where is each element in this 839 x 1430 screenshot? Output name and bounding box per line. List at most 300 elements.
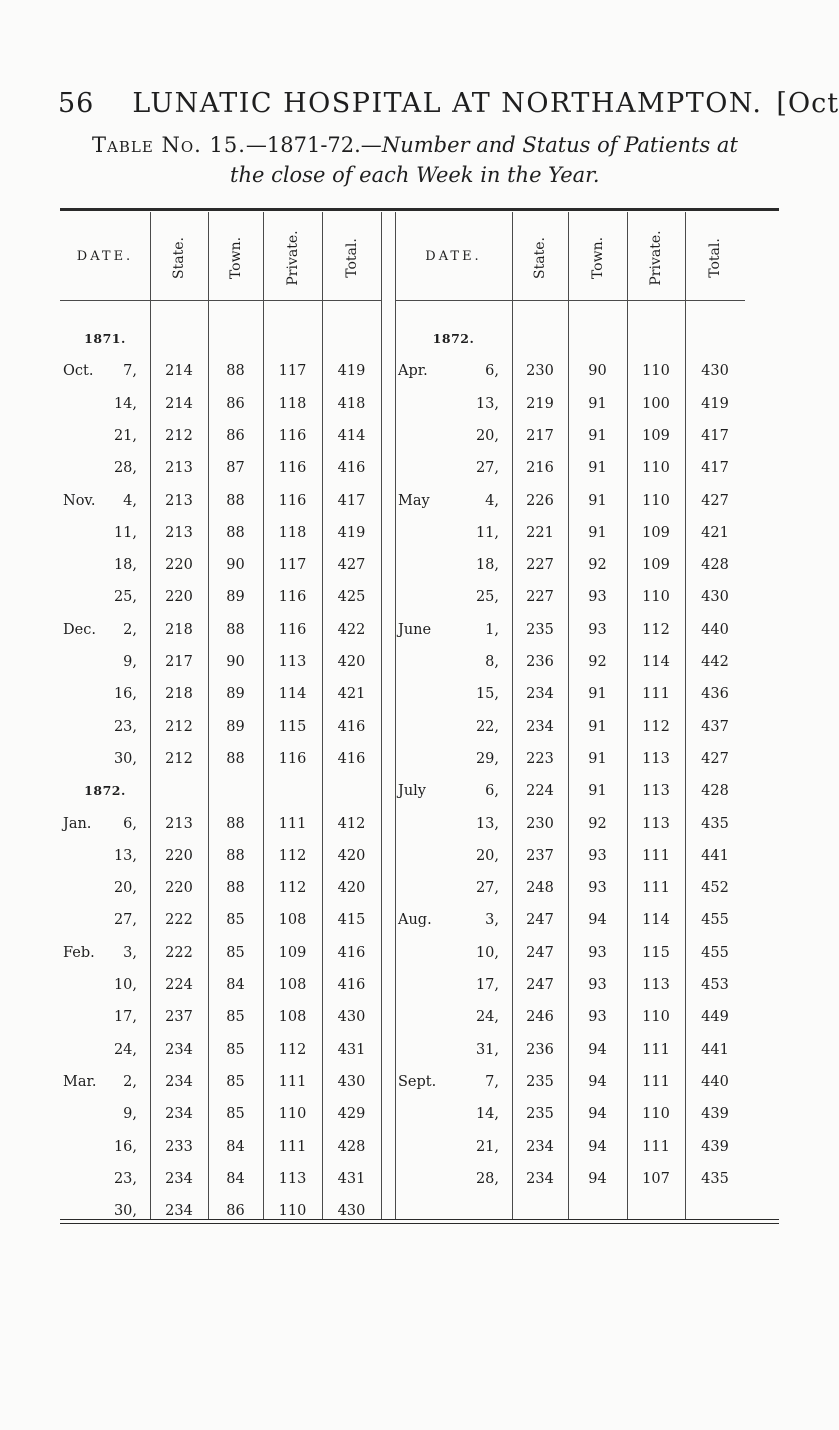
right-state-value: 234 [526, 1170, 554, 1187]
left-total-header [322, 212, 381, 300]
right-town-value: 94 [588, 1041, 607, 1058]
right-table-row [0, 452, 800, 484]
left-town-value: 88 [226, 880, 245, 897]
left-town-value: 85 [226, 1041, 245, 1058]
left-total-value: 417 [337, 492, 366, 509]
right-state-value: 234 [526, 718, 554, 735]
right-day: 15, [475, 686, 499, 703]
left-date-header: DATE. [76, 248, 134, 264]
left-state-value: 214 [165, 395, 193, 412]
left-private-header [263, 212, 322, 300]
right-town-value: 91 [588, 460, 607, 477]
left-private-value: 112 [278, 847, 307, 864]
right-town-value: 91 [588, 686, 607, 703]
right-day: 29, [475, 750, 499, 767]
left-day: 17, [113, 1009, 137, 1026]
left-month: Oct. [63, 363, 94, 380]
left-state-value: 212 [165, 750, 193, 767]
left-state-value: 213 [165, 815, 193, 832]
right-day: 3, [485, 912, 499, 929]
left-month: Nov. [63, 492, 96, 509]
left-town-value: 84 [226, 1138, 245, 1155]
left-total-value: 412 [337, 815, 366, 832]
right-year-label: 1872. [432, 331, 475, 346]
left-private-value: 114 [278, 686, 307, 703]
left-day: 21, [113, 427, 137, 444]
right-table-row [0, 485, 800, 517]
right-total-value: 417 [701, 460, 729, 477]
left-state-value: 234 [165, 1106, 193, 1123]
left-town-value: 88 [226, 492, 245, 509]
left-day: 16, [113, 1138, 137, 1155]
left-private-value: 108 [278, 912, 307, 929]
right-table-row [0, 420, 800, 452]
left-private-value: 118 [278, 395, 307, 412]
left-month: Mar. [63, 1073, 97, 1090]
left-state-value: 220 [165, 880, 193, 897]
right-private-header [627, 212, 685, 300]
right-total-value: 427 [701, 492, 729, 509]
left-state-value: 224 [165, 977, 193, 993]
right-town-value: 93 [588, 847, 607, 864]
right-table-row [0, 1034, 800, 1066]
right-table-row [0, 711, 800, 743]
right-day: 10, [475, 944, 499, 961]
right-day: 11, [475, 524, 499, 541]
left-town-value: 90 [226, 557, 245, 574]
right-town-value: 94 [588, 1138, 607, 1155]
right-private-value: 110 [642, 589, 670, 606]
right-private-value: 110 [642, 460, 670, 477]
right-table-row [0, 1131, 800, 1163]
left-private-value: 117 [278, 363, 307, 380]
month-bracket: [Oct [776, 88, 839, 119]
right-state-value: 247 [526, 912, 554, 929]
left-day: 2, [123, 1073, 137, 1090]
left-state-header [150, 212, 208, 300]
right-town-value: 94 [588, 912, 607, 929]
left-state-value: 220 [165, 557, 193, 574]
right-town-value: 94 [588, 1106, 607, 1123]
left-header-rule [60, 300, 381, 301]
left-total-value: 416 [337, 718, 366, 735]
right-private-value: 113 [642, 783, 670, 800]
left-town-value: 88 [226, 621, 245, 638]
right-town-value: 91 [588, 783, 607, 800]
table-label: Table No. 15. [92, 133, 246, 157]
right-state-value: 234 [526, 686, 554, 703]
left-town-value: 90 [226, 654, 245, 670]
right-town-value: 93 [588, 880, 607, 897]
right-table-row [0, 1163, 800, 1195]
left-day: 11, [113, 524, 137, 541]
right-state-value: 236 [526, 654, 554, 670]
right-private-value: 115 [642, 944, 670, 961]
left-private-value: 118 [278, 524, 307, 541]
right-header-rule [395, 300, 745, 301]
left-day: 14, [113, 395, 137, 412]
right-total-value: 427 [701, 750, 729, 767]
right-town-value: 91 [588, 524, 607, 541]
right-town-value: 90 [588, 363, 607, 380]
right-private-value: 110 [642, 492, 670, 509]
right-private-value: 114 [642, 654, 670, 670]
left-town-value: 85 [226, 1009, 245, 1026]
left-day: 16, [113, 686, 137, 703]
right-table-row [0, 743, 800, 775]
left-state-value: 233 [165, 1138, 193, 1155]
left-day: 30, [113, 1203, 137, 1220]
left-total-value: 430 [337, 1073, 366, 1090]
right-day: 1, [485, 621, 499, 638]
right-day: 18, [475, 557, 499, 574]
right-private-value: 100 [642, 395, 670, 412]
left-day: 28, [113, 460, 137, 477]
right-state-value: 235 [526, 1073, 554, 1090]
right-town-value: 92 [588, 557, 607, 574]
left-private-value: 110 [278, 1106, 307, 1123]
left-month: Jan. [63, 815, 92, 832]
right-day: 13, [475, 395, 499, 412]
left-town-value: 86 [226, 427, 245, 444]
left-total-value: 425 [337, 589, 366, 606]
right-month: Apr. [398, 363, 428, 380]
right-day: 27, [475, 880, 499, 897]
running-head [58, 88, 839, 119]
left-private-value: 108 [278, 1009, 307, 1026]
left-day: 23, [113, 718, 137, 735]
right-town-value: 91 [588, 718, 607, 735]
right-table-row [0, 1066, 800, 1098]
right-town-value: 91 [588, 750, 607, 767]
table-top-rule [60, 208, 779, 211]
right-town-value: 93 [588, 1009, 607, 1026]
left-private-value: 108 [278, 977, 307, 993]
left-total-value: 416 [337, 977, 366, 993]
left-private-value: 116 [278, 427, 307, 444]
right-private-value: 110 [642, 363, 670, 380]
right-total-value: 442 [701, 654, 729, 670]
right-state-value: 224 [526, 783, 554, 800]
left-day: 24, [113, 1041, 137, 1058]
left-state-value: 220 [165, 847, 193, 864]
right-total-header [685, 212, 745, 300]
right-state-value: 227 [526, 589, 554, 606]
right-table-row [0, 1001, 800, 1033]
right-table-row [0, 614, 800, 646]
left-total-value: 415 [337, 912, 366, 929]
right-private-value: 114 [642, 912, 670, 929]
right-private-value: 110 [642, 1009, 670, 1026]
right-day: 20, [475, 427, 499, 444]
left-total-value: 416 [337, 460, 366, 477]
left-town-value: 85 [226, 944, 245, 961]
left-state-value: 234 [165, 1170, 193, 1187]
right-table-row [0, 872, 800, 904]
left-day: 30, [113, 750, 137, 767]
right-day: 14, [475, 1106, 499, 1123]
left-total-value: 420 [337, 654, 366, 670]
right-table-row [0, 840, 800, 872]
left-day: 10, [113, 977, 137, 993]
right-private-value: 113 [642, 815, 670, 832]
right-state-value: 227 [526, 557, 554, 574]
left-private-value: 109 [278, 944, 307, 961]
left-private-value: 113 [278, 1170, 307, 1187]
caption-title-line1: Number and Status of Patients at [381, 133, 738, 157]
left-town-value: 85 [226, 912, 245, 929]
right-state-value: 219 [526, 395, 554, 412]
right-day: 22, [475, 718, 499, 735]
left-day: 2, [123, 621, 137, 638]
right-state-value: 235 [526, 621, 554, 638]
right-day: 4, [485, 492, 499, 509]
right-town-value: 93 [588, 589, 607, 606]
page-number: 56 [58, 88, 95, 119]
right-table-row [0, 323, 800, 355]
state-header-text: State. [171, 237, 187, 279]
left-town-value: 88 [226, 363, 245, 380]
left-town-value: 86 [226, 395, 245, 412]
caption-years: —1871-72.— [245, 133, 382, 157]
left-day: 9, [123, 1106, 137, 1123]
left-private-value: 116 [278, 621, 307, 638]
right-private-value: 109 [642, 427, 670, 444]
right-state-value: 226 [526, 492, 554, 509]
left-town-value: 88 [226, 524, 245, 541]
left-state-value: 234 [165, 1203, 193, 1220]
left-state-value: 218 [165, 621, 193, 638]
right-town-value: 91 [588, 427, 607, 444]
right-day: 6, [485, 363, 499, 380]
right-town-value: 93 [588, 944, 607, 961]
right-total-value: 439 [701, 1138, 729, 1155]
left-day: 7, [123, 363, 137, 380]
right-private-value: 113 [642, 750, 670, 767]
left-private-value: 111 [278, 815, 307, 832]
right-day: 25, [475, 589, 499, 606]
right-total-value: 455 [701, 912, 729, 929]
total-header-text: Total. [707, 238, 723, 278]
right-town-value: 93 [588, 621, 607, 638]
right-day: 20, [475, 847, 499, 864]
left-state-value: 218 [165, 686, 193, 703]
right-private-value: 110 [642, 1106, 670, 1123]
left-day: 6, [123, 815, 137, 832]
right-day: 31, [475, 1041, 499, 1058]
left-state-value: 212 [165, 718, 193, 735]
right-day: 24, [475, 1009, 499, 1026]
right-table-row [0, 969, 800, 1001]
right-town-value: 91 [588, 395, 607, 412]
left-town-value: 84 [226, 977, 245, 993]
left-private-value: 112 [278, 880, 307, 897]
left-state-value: 222 [165, 944, 193, 961]
left-day: 9, [123, 654, 137, 670]
right-private-value: 113 [642, 977, 670, 993]
right-total-value: 452 [701, 880, 729, 897]
left-day: 13, [113, 847, 137, 864]
table-caption [92, 130, 792, 190]
page-title: LUNATIC HOSPITAL AT NORTHAMPTON. [132, 88, 763, 119]
left-private-value: 112 [278, 1041, 307, 1058]
right-state-value: 235 [526, 1106, 554, 1123]
state-header-text: State. [532, 237, 548, 279]
left-total-value: 419 [337, 363, 366, 380]
right-state-value: 223 [526, 750, 554, 767]
left-total-value: 416 [337, 944, 366, 961]
left-day: 4, [123, 492, 137, 509]
right-private-value: 112 [642, 621, 670, 638]
right-table-row [0, 517, 800, 549]
left-total-value: 429 [337, 1106, 366, 1123]
left-day: 23, [113, 1170, 137, 1187]
left-total-value: 420 [337, 847, 366, 864]
caption-title-line2: the close of each Week in the Year. [230, 163, 600, 187]
left-total-value: 431 [337, 1170, 366, 1187]
right-table-row [0, 775, 800, 807]
left-year-label: 1872. [84, 783, 126, 799]
right-state-value: 237 [526, 847, 554, 864]
right-total-value: 439 [701, 1106, 729, 1123]
right-town-value: 91 [588, 492, 607, 509]
right-table-row [0, 549, 800, 581]
right-day: 27, [475, 460, 499, 477]
right-town-value: 94 [588, 1170, 607, 1187]
right-state-value: 221 [526, 524, 554, 541]
right-day: 7, [485, 1073, 499, 1090]
right-total-value: 419 [701, 395, 729, 412]
left-total-value: 422 [337, 621, 366, 638]
right-date-header: DATE. [425, 248, 482, 264]
right-table-row [0, 1098, 800, 1130]
left-table-row [0, 1195, 800, 1227]
right-total-value: 421 [701, 524, 729, 541]
right-state-value: 216 [526, 460, 554, 477]
left-private-value: 117 [278, 557, 307, 574]
left-total-value: 420 [337, 880, 366, 897]
right-town-value: 94 [588, 1073, 607, 1090]
right-state-value: 247 [526, 977, 554, 993]
left-town-value: 88 [226, 815, 245, 832]
left-private-value: 110 [278, 1203, 307, 1220]
right-private-value: 109 [642, 557, 670, 574]
left-day: 27, [113, 912, 137, 929]
left-state-value: 212 [165, 427, 193, 444]
right-town-value: 92 [588, 654, 607, 670]
right-total-value: 437 [701, 718, 729, 735]
right-private-value: 111 [642, 1138, 670, 1155]
right-total-value: 453 [701, 977, 729, 993]
right-month: July [398, 783, 426, 800]
right-total-value: 430 [701, 589, 729, 606]
right-total-value: 441 [701, 847, 729, 864]
right-day: 6, [485, 783, 499, 800]
total-header-text: Total. [343, 238, 360, 278]
right-total-value: 428 [701, 557, 729, 574]
left-private-value: 116 [278, 492, 307, 509]
right-total-value: 441 [701, 1041, 729, 1058]
left-town-value: 85 [226, 1073, 245, 1090]
right-private-value: 111 [642, 1041, 670, 1058]
right-month: May [398, 492, 430, 509]
right-day: 21, [475, 1138, 499, 1155]
right-total-value: 440 [701, 621, 729, 638]
left-day: 18, [113, 557, 137, 574]
right-total-value: 435 [701, 1170, 729, 1187]
right-state-value: 230 [526, 815, 554, 832]
left-town-value: 86 [226, 1203, 245, 1220]
right-table-row [0, 937, 800, 969]
left-private-value: 111 [278, 1138, 307, 1155]
right-private-value: 107 [642, 1170, 670, 1187]
private-header-text: Private. [284, 230, 301, 286]
left-state-value: 217 [165, 654, 193, 670]
right-total-value: 430 [701, 363, 729, 380]
right-month: June [398, 621, 432, 638]
left-total-value: 414 [337, 427, 366, 444]
right-day: 13, [475, 815, 499, 832]
left-private-value: 113 [278, 654, 307, 670]
left-state-value: 214 [165, 363, 193, 380]
right-table-row [0, 904, 800, 936]
left-town-value: 89 [226, 589, 245, 606]
right-table-row [0, 808, 800, 840]
left-town-value: 88 [226, 750, 245, 767]
left-town-value: 88 [226, 847, 245, 864]
left-town-header [208, 212, 263, 300]
right-total-value: 440 [701, 1073, 729, 1090]
right-state-value: 247 [526, 944, 554, 961]
right-private-value: 111 [642, 880, 670, 897]
right-month: Aug. [398, 912, 432, 929]
left-town-value: 87 [226, 460, 245, 477]
right-town-header [568, 212, 627, 300]
right-table-row [0, 581, 800, 613]
right-table-row [0, 678, 800, 710]
left-total-value: 430 [337, 1203, 366, 1220]
right-town-value: 92 [588, 815, 607, 832]
left-private-value: 115 [278, 718, 307, 735]
right-day: 28, [475, 1170, 499, 1187]
left-total-value: 431 [337, 1041, 366, 1058]
right-total-value: 436 [701, 686, 729, 703]
right-town-value: 93 [588, 977, 607, 993]
left-month: Dec. [63, 621, 96, 638]
left-day: 3, [123, 944, 137, 961]
right-state-value: 236 [526, 1041, 554, 1058]
right-day: 17, [475, 977, 499, 993]
right-state-value: 234 [526, 1138, 554, 1155]
right-state-value: 217 [526, 427, 554, 444]
right-total-value: 417 [701, 427, 729, 444]
left-total-value: 427 [337, 557, 366, 574]
right-private-value: 111 [642, 686, 670, 703]
left-year-label: 1871. [84, 331, 126, 346]
left-state-value: 213 [165, 460, 193, 477]
left-town-value: 85 [226, 1106, 245, 1123]
left-private-value: 116 [278, 750, 307, 767]
right-table-row [0, 646, 800, 678]
left-month: Feb. [63, 944, 95, 961]
left-state-value: 237 [165, 1009, 193, 1026]
left-private-value: 116 [278, 589, 307, 606]
private-header-text: Private. [648, 230, 664, 286]
left-day: 20, [113, 880, 137, 897]
left-state-value: 234 [165, 1041, 193, 1058]
right-state-value: 230 [526, 363, 554, 380]
left-town-value: 89 [226, 718, 245, 735]
